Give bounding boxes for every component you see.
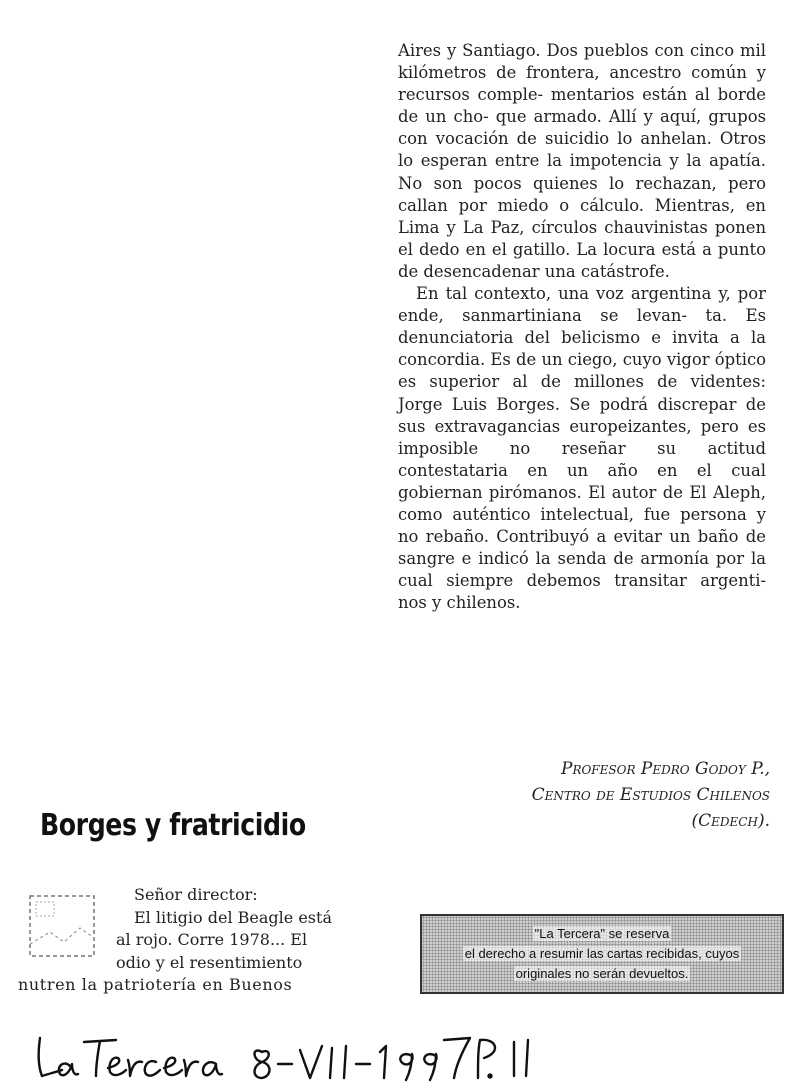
notice-line-1: "La Tercera" se reserva bbox=[534, 926, 670, 941]
article-line: rechazan, pero callan por miedo o bbox=[398, 173, 766, 215]
article-paragraph-2 bbox=[398, 283, 766, 614]
article-line: círculos chauvinistas ponen el dedo bbox=[398, 217, 767, 259]
article-line: El litigio del Beagle está bbox=[134, 907, 332, 927]
article-line: es imposible no reseñar su actitud bbox=[398, 416, 766, 458]
article-line: que armado. Allí y aquí, grupos con bbox=[398, 107, 766, 149]
article-line: vocación de suicidio lo anhelan. bbox=[435, 129, 712, 149]
article-line: ta. Es denunciatoria del belicismo e bbox=[398, 306, 767, 348]
article-line: de desencadenar una catástrofe. bbox=[398, 261, 670, 281]
article-line: extravagancias europeizantes, pero bbox=[434, 416, 739, 436]
article-line: Aires y Santiago. Dos pueblos con bbox=[398, 41, 685, 60]
signature-institution: Centro de Estudios Chilenos bbox=[531, 785, 770, 805]
article-line: odio y el resentimiento bbox=[116, 952, 303, 972]
article-line: millones de videntes: Jorge Luis bbox=[398, 372, 766, 414]
article-line: mentarios están al borde de un cho- bbox=[398, 85, 767, 127]
notice-line-2: el derecho a resumir las cartas recibidas, cuyos bbox=[464, 946, 740, 961]
article-line: cinco mil kilómetros de frontera, bbox=[398, 41, 767, 83]
article-headline: Borges y fratricidio bbox=[40, 808, 306, 843]
article-line: a evitar un baño de sangre e indicó bbox=[398, 527, 766, 569]
article-line: nos y chilenos. bbox=[398, 593, 521, 613]
article-line: y la apatía. No son pocos quienes lo bbox=[398, 151, 766, 193]
article-line: fue persona y no rebaño. Contribuyó bbox=[398, 504, 767, 547]
handwritten-annotation bbox=[30, 1016, 750, 1086]
article-line: cuyo vigor óptico es superior al de bbox=[398, 350, 766, 392]
article-line: Otros lo esperan entre la impotencia bbox=[398, 129, 767, 171]
letter-signature bbox=[410, 756, 770, 834]
article-left-column bbox=[18, 884, 380, 997]
article-line: Aleph, como auténtico intelectual, bbox=[398, 482, 766, 524]
article-line: invita a la concordia. Es de un ciego, bbox=[398, 328, 766, 370]
letter-salutation: Señor director: bbox=[134, 885, 258, 904]
signature-acronym: (Cedech). bbox=[691, 811, 770, 831]
article-line: En tal contexto, una voz argentina bbox=[416, 284, 712, 304]
signature-name: Profesor Pedro Godoy P., bbox=[561, 759, 770, 779]
article-paragraph-1 bbox=[398, 40, 766, 283]
article-right-column bbox=[398, 40, 766, 614]
article-line: contestataria en un año en el cual bbox=[398, 460, 766, 480]
article-line: gobiernan pirómanos. El autor de El bbox=[398, 482, 707, 502]
handwriting-drawing bbox=[30, 1016, 750, 1086]
article-line: siempre debemos transitar argenti- bbox=[446, 571, 766, 591]
article-line: al rojo. Corre 1978... El bbox=[116, 930, 308, 949]
article-line: cálculo. Mientras, en Lima y La Paz, bbox=[398, 195, 766, 237]
article-line: nutren la patriotería en Buenos bbox=[18, 975, 293, 994]
article-line: la senda de armonía por la cual bbox=[398, 549, 766, 591]
editorial-notice bbox=[420, 914, 784, 994]
article-line: Borges. Se podrá discrepar de sus bbox=[398, 394, 766, 436]
notice-line-3: originales no serán devueltos. bbox=[515, 966, 689, 981]
article-line: ancestro común y recursos comple- bbox=[398, 63, 766, 105]
article-line: en el gatillo. La locura está a punto bbox=[465, 239, 766, 259]
article-line: y, por ende, sanmartiniana se levan- bbox=[398, 284, 766, 326]
